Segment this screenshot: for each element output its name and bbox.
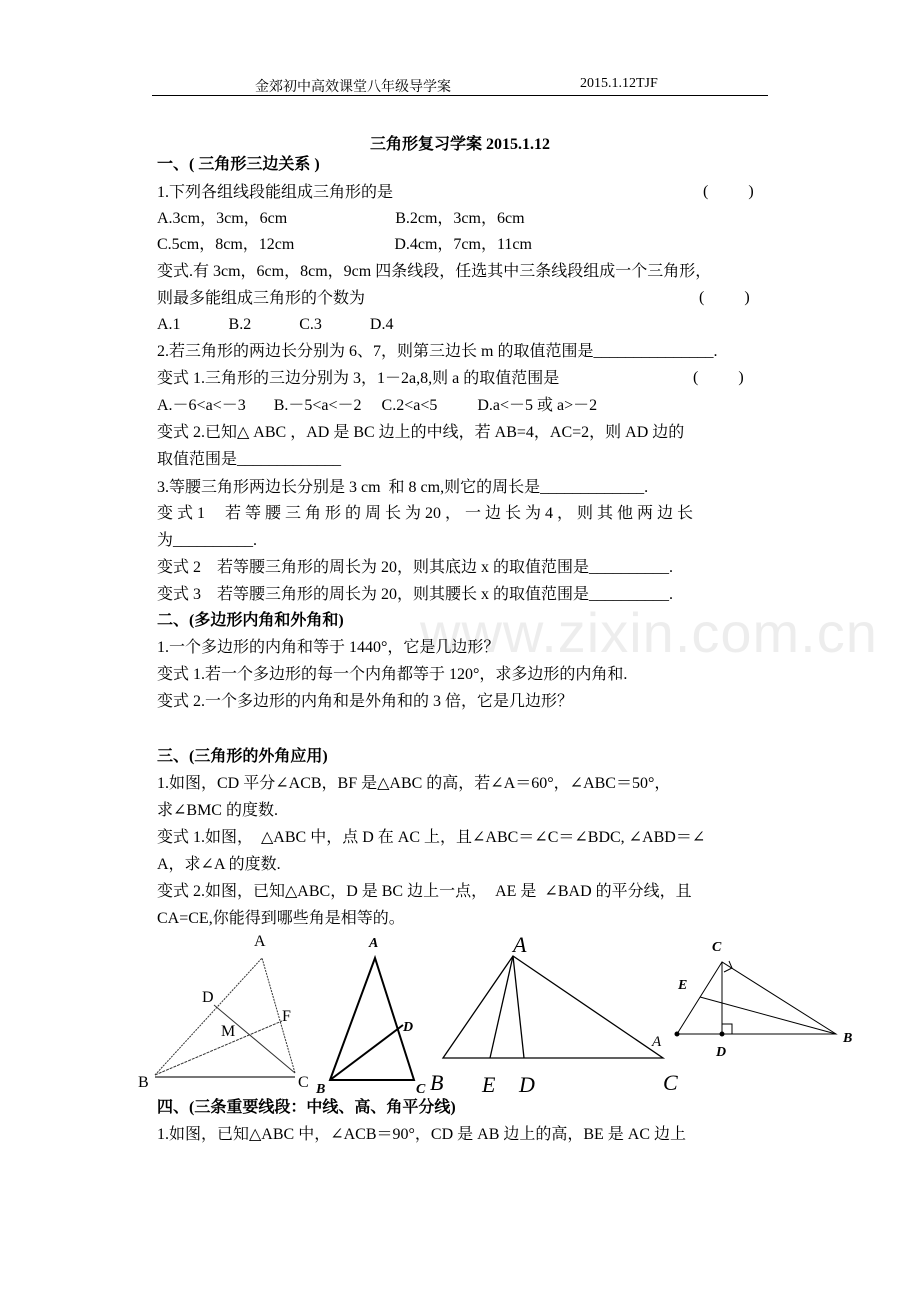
figure-1 <box>138 933 309 1091</box>
label-E: E <box>482 1072 496 1097</box>
question-text: 变式 1.若一个多边形的每一个内角都等于 120°，求多边形的内角和. <box>157 666 628 683</box>
question-text: 3.等腰三角形两边长分别是 3 cm 和 8 cm,则它的周长是_____________. <box>157 479 649 496</box>
label-D: D <box>403 1020 414 1035</box>
question-text: 1.如图，CD 平分∠ACB，BF 是△ABC 的高，若∠A＝60°，∠ABC＝50°， <box>157 775 671 792</box>
label-D: D <box>202 989 214 1006</box>
section-heading: 一、( 三角形三边关系 ) <box>157 156 320 173</box>
answer-paren: ( ) <box>703 183 754 200</box>
question-text: 1.下列各组线段能组成三角形的是 <box>157 184 394 201</box>
label-C: C <box>416 1082 426 1097</box>
question-text: 变式 1.如图， △ABC 中，点 D 在 AC 上，且∠ABC＝∠C＝∠BDC, ∠ABD＝∠ <box>157 829 706 846</box>
question-text: 为__________. <box>157 532 258 549</box>
section-heading: 三、(三角形的外角应用) <box>157 748 328 765</box>
label-F: F <box>282 1008 291 1025</box>
section-heading: 四、(三条重要线段：中线、高、角平分线) <box>157 1099 456 1116</box>
label-C: C <box>712 940 722 955</box>
label-A: A <box>513 932 527 957</box>
figure-2 <box>315 936 426 1097</box>
question-text: 变式 2.已知△ ABC ，AD 是 BC 边上的中线，若 AB=4，AC=2，则 AD 边的 <box>157 424 685 441</box>
label-A: A <box>254 933 266 950</box>
label-D: D <box>519 1072 535 1097</box>
question-text: 求∠BMC 的度数. <box>157 802 278 819</box>
label-A: A <box>369 936 379 951</box>
question-text: 变式 1.三角形的三边分别为 3，1－2a,8,则 a 的取值范围是 <box>157 370 560 387</box>
figure-4 <box>675 940 852 1060</box>
header-right: 2015.1.12TJF <box>580 76 658 91</box>
label-M: M <box>221 1023 236 1040</box>
question-text: 1.如图，已知△ABC 中，∠ACB＝90°，CD 是 AB 边上的高，BE 是 AC 边上 <box>157 1126 687 1143</box>
question-text: 1.一个多边形的内角和等于 1440°，它是几边形？ <box>157 639 500 656</box>
label-E: E <box>678 978 688 993</box>
label-C: C <box>663 1070 678 1095</box>
label-B: B <box>430 1070 444 1095</box>
question-text: 变式 2 若等腰三角形的周长为 20，则其底边 x 的取值范围是__________. <box>157 559 674 576</box>
label-B: B <box>138 1074 149 1091</box>
label-B: B <box>316 1082 326 1097</box>
label-C: C <box>298 1074 309 1091</box>
question-text: 变 式 1 若 等 腰 三 角 形 的 周 长 为 20 ， 一 边 长 为 4 ， 则 其 他 两 边 长 <box>157 505 694 522</box>
label-A-right: A <box>652 1034 662 1050</box>
answer-paren: ( ) <box>693 369 744 386</box>
answer-paren: ( ) <box>699 289 750 306</box>
option-row: A.1 B.2 C.3 D.4 <box>157 316 394 333</box>
label-D: D <box>716 1045 727 1060</box>
option-row: C.5cm，8cm，12cm D.4cm，7cm，11cm <box>157 236 532 253</box>
question-text: 变式 3 若等腰三角形的周长为 20，则其腰长 x 的取值范围是__________. <box>157 586 674 603</box>
question-text: 取值范围是_____________ <box>157 451 342 468</box>
question-text: 2.若三角形的两边长分别为 6、7，则第三边长 m 的取值范围是_______________. <box>157 343 718 360</box>
label-B: B <box>843 1031 853 1046</box>
question-text: 变式 2.如图，已知△ABC，D 是 BC 边上一点， AE 是 ∠BAD 的平分线，且 <box>157 883 692 900</box>
question-text: 则最多能组成三角形的个数为 <box>157 290 366 307</box>
question-text: CA=CE,你能得到哪些角是相等的。 <box>157 910 405 927</box>
question-text: 变式.有 3cm，6cm，8cm，9cm 四条线段，任选其中三条线段组成一个三角形， <box>157 263 712 280</box>
question-text: 变式 2.一个多边形的内角和是外角和的 3 倍，它是几边形？ <box>157 693 574 710</box>
page-title: 三角形复习学案 2015.1.12 <box>369 136 550 153</box>
section-heading: 二、(多边形内角和外角和) <box>157 612 344 629</box>
option-row: A.3cm，3cm，6cm B.2cm，3cm，6cm <box>157 210 525 227</box>
figure-3 <box>430 932 678 1097</box>
option-row: A.－6<a<－3 B.－5<a<－2 C.2<a<5 D.a<－5 或 a>－2 <box>157 397 598 414</box>
watermark: www.zixin.com.cn <box>420 601 878 664</box>
header-left: 金郊初中高效课堂八年级导学案 <box>255 80 451 95</box>
question-text: A，求∠A 的度数. <box>157 856 281 873</box>
